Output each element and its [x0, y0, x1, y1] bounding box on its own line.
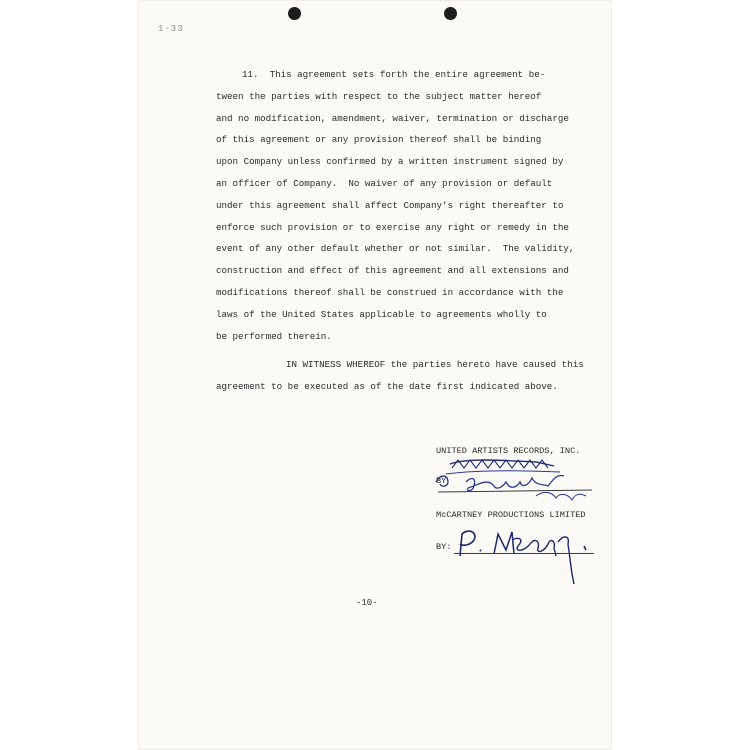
by-label-2: BY:	[436, 542, 452, 552]
paragraph-line: an officer of Company. No waiver of any provision or default	[216, 177, 553, 189]
corner-mark: 1·33	[158, 24, 184, 34]
paragraph-line: laws of the United States applicable to agreements wholly to	[216, 308, 547, 320]
signature-block	[436, 440, 606, 600]
paragraph-line: event of any other default whether or not similar. The validity,	[216, 243, 575, 255]
paragraph-line: enforce such provision or to exercise any right or remedy in the	[216, 221, 569, 233]
paragraph-line: construction and effect of this agreement and all extensions and	[216, 265, 569, 277]
paragraph-line: 11. This agreement sets forth the entire agreement be-	[242, 69, 546, 80]
paragraph-line: upon Company unless confirmed by a written instrument signed by	[216, 156, 564, 168]
company-name-mccartney-productions: McCARTNEY PRODUCTIONS LIMITED	[436, 510, 586, 520]
page-number: -10-	[356, 598, 378, 608]
witness-line: agreement to be executed as of the date first indicated above.	[216, 380, 558, 392]
paragraph-line: tween the parties with respect to the subject matter hereof	[216, 90, 542, 102]
by-label-1: BY	[436, 476, 447, 486]
paragraph-line: and no modification, amendment, waiver, termination or discharge	[216, 112, 569, 124]
paragraph-11	[216, 64, 596, 347]
signature-p-mccartney	[454, 526, 604, 596]
document-page	[138, 0, 612, 750]
witness-paragraph	[216, 354, 596, 398]
punch-hole-right	[444, 7, 457, 20]
signature-sidney-shemel	[436, 456, 606, 516]
punch-hole-left	[288, 7, 301, 20]
paragraph-line: be performed therein.	[216, 330, 332, 342]
witness-line: IN WITNESS WHEREOF the parties hereto have caused this	[286, 359, 584, 370]
paragraph-line: of this agreement or any provision thereof shall be binding	[216, 134, 542, 146]
paragraph-line: modifications thereof shall be construed in accordance with the	[216, 286, 564, 298]
paragraph-line: under this agreement shall affect Company's right thereafter to	[216, 199, 564, 211]
company-name-united-artists: UNITED ARTISTS RECORDS, INC.	[436, 446, 581, 456]
